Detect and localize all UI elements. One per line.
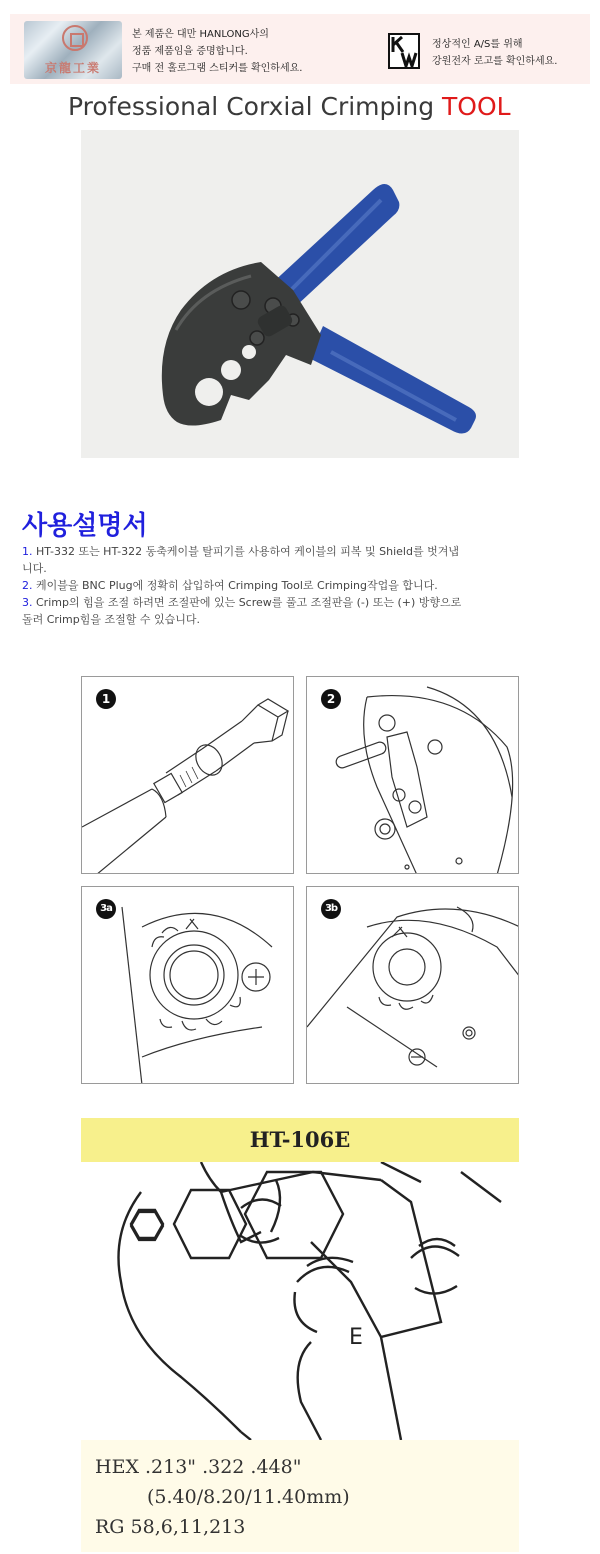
diagram-step-1 xyxy=(81,676,294,874)
manual-step xyxy=(22,594,462,628)
die-model-header: HT-106E xyxy=(81,1118,519,1162)
product-photo xyxy=(81,130,519,458)
hologram-sticker-image xyxy=(24,21,122,79)
hologram-notice-line: 본 제품은 대만 HANLONG사의 xyxy=(132,29,269,40)
manual-steps xyxy=(22,543,462,628)
hologram-text: 京龍工業 xyxy=(44,61,101,75)
adjust-dial-drawing xyxy=(82,887,294,1084)
die-spec-hex: HEX .213" .322 .448" xyxy=(95,1456,302,1478)
hologram-notice-line: 정품 제품임을 증명합니다. xyxy=(132,46,248,57)
manual-step xyxy=(22,543,462,577)
step-number: 3. xyxy=(22,596,33,609)
diagram-step-3a xyxy=(81,886,294,1084)
diagram-step-2 xyxy=(306,676,519,874)
step-text: Crimp의 힘을 조절 하려면 조절판에 있는 Screw를 풀고 조절판을 (-) 또는 (+) 방향으로 돌려 Crimp힘을 조절할 수 있습니다. xyxy=(22,596,462,626)
kw-logo-icon xyxy=(388,33,420,69)
step-text: 케이블을 BNC Plug에 정확히 삽입하여 Crimping Tool로 Crimping작업을 합니다. xyxy=(32,579,438,592)
hologram-notice xyxy=(132,26,302,77)
cable-insertion-drawing xyxy=(82,677,294,874)
crimping-tool-image xyxy=(81,130,519,458)
die-specs xyxy=(81,1440,519,1552)
hologram-notice-line: 구매 전 홀로그램 스티커를 확인하세요. xyxy=(132,63,303,74)
tool-head-drawing xyxy=(307,677,519,874)
adjust-screw-drawing xyxy=(307,887,519,1084)
manual-step xyxy=(22,577,462,594)
die-spec-mm: (5.40/8.20/11.40mm) xyxy=(147,1486,350,1508)
diagram-step-3b xyxy=(306,886,519,1084)
step-badge: 1 xyxy=(96,689,116,709)
step-badge: 3b xyxy=(321,899,341,919)
die-drawing xyxy=(81,1162,519,1440)
product-title xyxy=(0,92,600,121)
hologram-seal-icon xyxy=(62,25,88,51)
hex-die-drawing xyxy=(81,1162,519,1440)
product-title-accent: TOOL xyxy=(442,92,511,121)
step-badge: 2 xyxy=(321,689,341,709)
logo-notice-line: 강원전자 로고를 확인하세요. xyxy=(432,56,558,67)
logo-notice-line: 정상적인 A/S를 위해 xyxy=(432,39,523,50)
die-spec-rg: RG 58,6,11,213 xyxy=(95,1516,246,1538)
die-mark-label: E xyxy=(349,1325,363,1350)
step-number: 1. xyxy=(22,545,33,558)
authenticity-banner xyxy=(10,14,590,84)
step-text: HT-332 또는 HT-322 동축케이블 탈피기를 사용하여 케이블의 피복 및 Shield를 벗겨냅니다. xyxy=(22,545,459,575)
manual-heading: 사용설명서 xyxy=(22,511,148,541)
step-number: 2. xyxy=(22,579,33,592)
step-badge: 3a xyxy=(96,899,116,919)
logo-notice xyxy=(432,36,557,70)
product-title-main: Professional Corxial Crimping xyxy=(68,92,443,121)
